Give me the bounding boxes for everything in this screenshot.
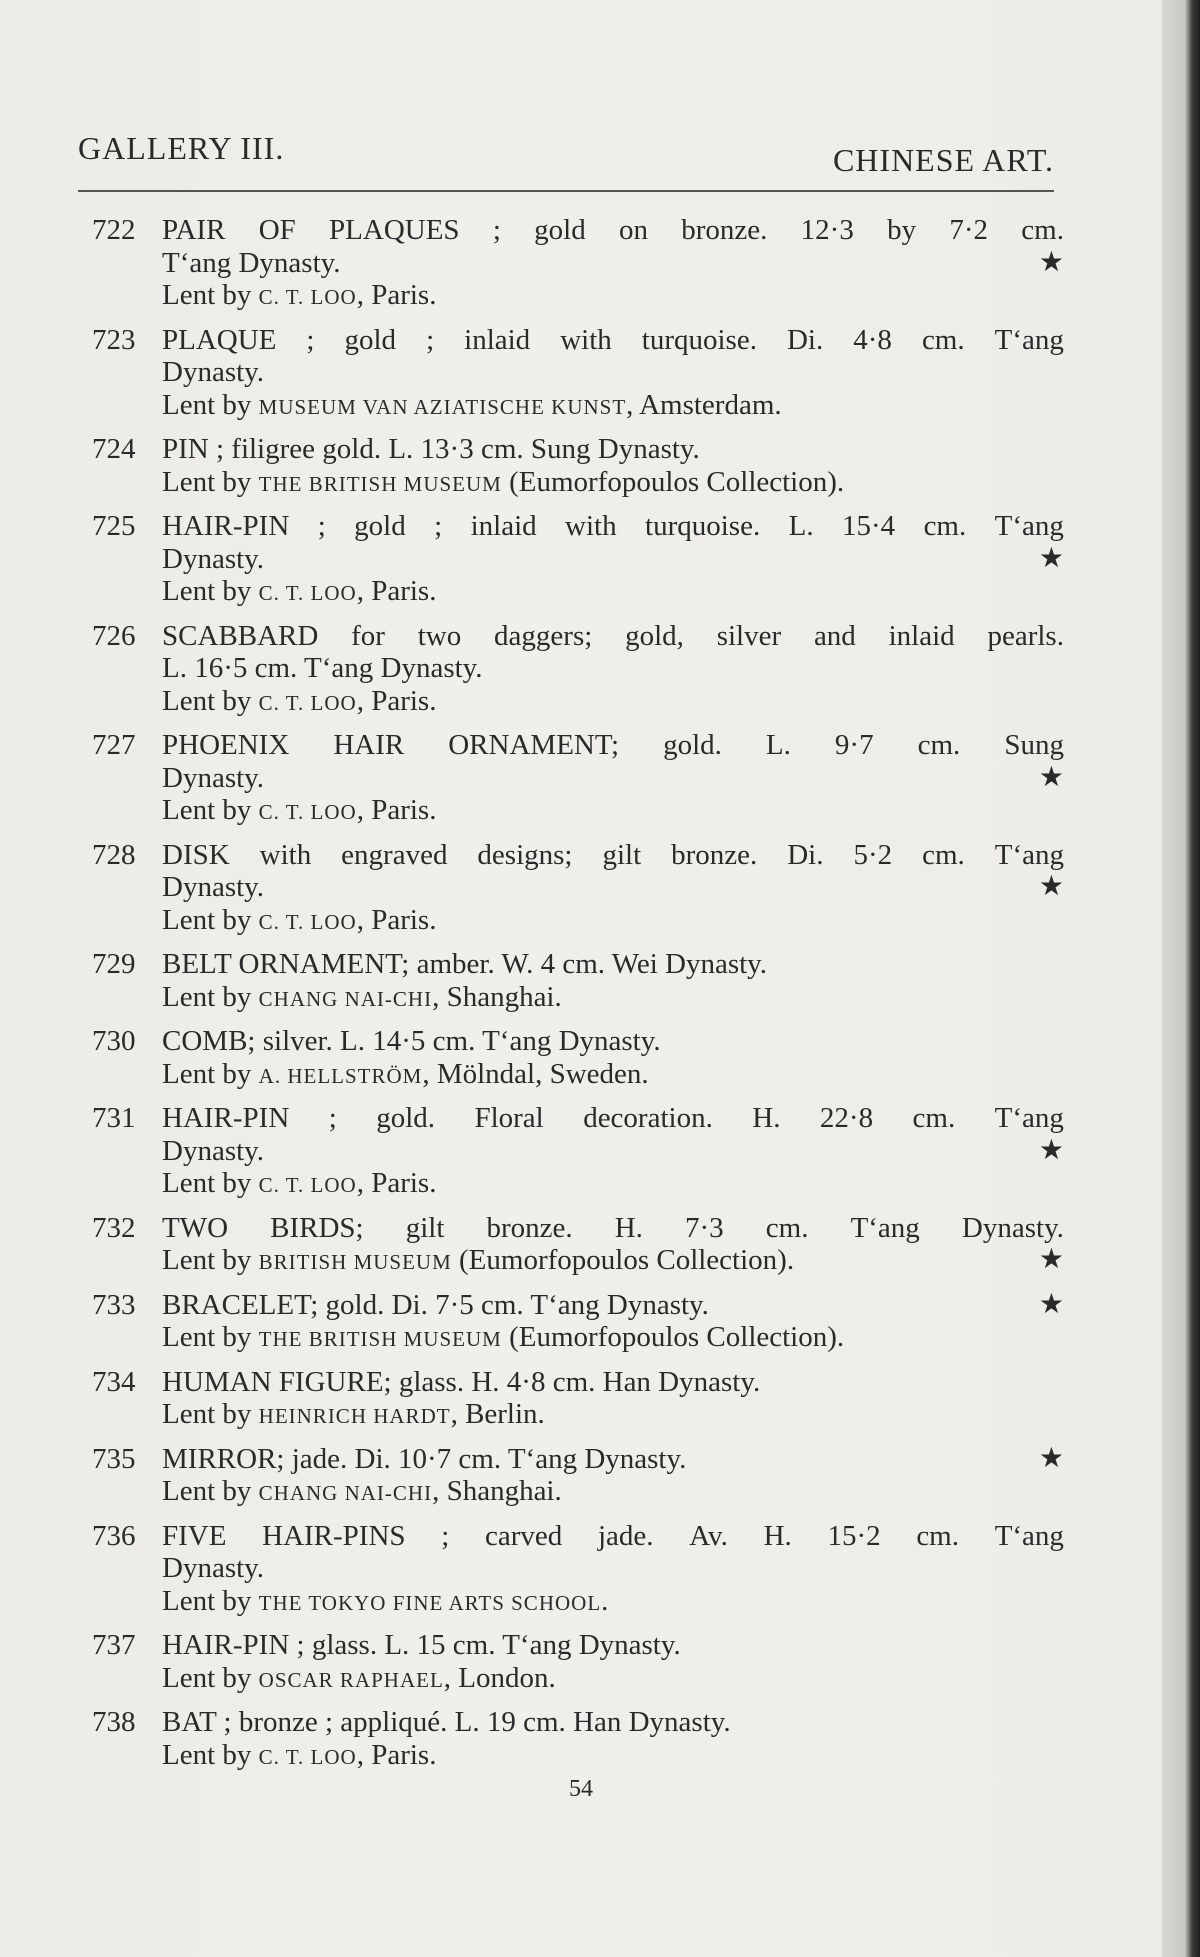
- entry-text: [162, 1025, 1064, 1092]
- entry-text: [162, 1102, 1064, 1202]
- star-icon: ★: [1038, 761, 1064, 793]
- star-icon: ★: [1038, 1244, 1064, 1275]
- title-word: gilt: [405, 1211, 445, 1244]
- title-word: bronze.: [486, 1211, 573, 1244]
- title-word: SCABBARD: [162, 619, 319, 652]
- entry-detail: [162, 1135, 1064, 1168]
- title-word: engraved: [341, 838, 448, 871]
- entry-text: [162, 1289, 1064, 1356]
- title-word: 15·2: [827, 1519, 881, 1552]
- entry-lender-line: [162, 389, 1064, 424]
- entry-detail: [162, 1552, 1064, 1585]
- entry-title: [162, 839, 1064, 872]
- catalogue-entry: [92, 839, 1064, 939]
- entry-detail-text: Dynasty.: [162, 356, 265, 388]
- title-word: cm.: [922, 838, 965, 871]
- entry-lender-line: [162, 1662, 1064, 1697]
- lender-location: , Paris.: [356, 1738, 437, 1771]
- entry-text: [162, 1443, 1064, 1510]
- lent-by-label: Lent by: [162, 980, 252, 1013]
- entry-detail: [162, 762, 1064, 795]
- lent-by-label: Lent by: [162, 388, 252, 421]
- entry-lender-line: [162, 1167, 1064, 1202]
- title-word: Floral: [474, 1102, 544, 1134]
- entry-text: [162, 839, 1064, 939]
- title-word: cm.: [917, 729, 961, 761]
- title-word: Dynasty.: [961, 1211, 1064, 1244]
- lender-location: , Paris.: [356, 575, 437, 607]
- catalogue-entry: [92, 324, 1064, 424]
- entry-number: 727: [92, 729, 136, 761]
- title-word: with: [259, 838, 312, 871]
- entry-lender-line: [162, 1739, 1064, 1774]
- entry-title: PIN ; filigree gold. L. 13·3 cm. Sung Dynasty.: [162, 433, 700, 465]
- catalogue-entry: [92, 729, 1064, 829]
- entry-title: COMB; silver. L. 14·5 cm. T‘ang Dynasty.: [162, 1025, 661, 1057]
- lender-location: , Paris.: [356, 903, 437, 936]
- lender-location: , Mölndal, Sweden.: [422, 1057, 649, 1090]
- catalogue-entry: [92, 510, 1064, 610]
- title-word: silver: [716, 619, 782, 652]
- lender-name: C. T. LOO: [258, 581, 357, 605]
- title-word: 9·7: [834, 729, 874, 761]
- title-word: L.: [788, 510, 814, 542]
- title-word: PLAQUES: [329, 214, 460, 246]
- section-heading: CHINESE ART.: [832, 142, 1054, 178]
- entry-number: 733: [92, 1288, 136, 1321]
- title-word: ;: [306, 323, 315, 356]
- entry-lender-line: [162, 1398, 1064, 1433]
- entry-text: [162, 1366, 1064, 1433]
- catalogue-entry: [92, 948, 1064, 1015]
- entry-title: [162, 1102, 1064, 1135]
- entry-title: [162, 729, 1064, 762]
- entry-number: 736: [92, 1519, 136, 1552]
- lender-name: C. T. LOO: [258, 285, 357, 309]
- lender-name: C. T. LOO: [258, 909, 357, 934]
- title-word: T‘ang: [994, 1519, 1064, 1552]
- title-word: ;: [328, 1102, 337, 1134]
- title-word: 7·3: [685, 1211, 724, 1244]
- entry-title: [162, 324, 1064, 357]
- entry-number: 722: [92, 214, 136, 246]
- lent-by-label: Lent by: [162, 1244, 252, 1276]
- entry-detail: [162, 871, 1064, 904]
- entry-detail-text: Dynasty.: [162, 542, 265, 575]
- lender-location: (Eumorfopoulos Collection).: [501, 1321, 845, 1353]
- catalogue-entry: [92, 1629, 1064, 1696]
- title-word: with: [560, 323, 612, 356]
- catalogue-entry: [92, 1289, 1064, 1356]
- book-edge: [1162, 0, 1200, 1957]
- entry-text: [162, 1212, 1064, 1279]
- title-word: HAIR-PIN: [162, 510, 290, 542]
- title-word: PAIR: [162, 214, 226, 246]
- title-word: cm.: [916, 1519, 959, 1552]
- lender-location: .: [601, 1584, 609, 1617]
- star-icon: ★: [1038, 1288, 1064, 1320]
- title-word: HAIR-PIN: [162, 1102, 290, 1134]
- star-icon: ★: [1038, 542, 1064, 574]
- lender-name: THE BRITISH MUSEUM: [258, 471, 502, 496]
- entry-title: [162, 214, 1064, 247]
- entry-lender-line: [162, 685, 1064, 720]
- entry-title: BAT ; bronze ; appliqué. L. 19 cm. Han Dynasty.: [162, 1706, 731, 1738]
- entry-number: 723: [92, 323, 136, 356]
- entry-text: [162, 510, 1064, 610]
- lent-by-label: Lent by: [162, 684, 252, 717]
- entry-text: [162, 1706, 1064, 1773]
- entry-detail: [162, 247, 1064, 280]
- entry-number: 725: [92, 510, 136, 542]
- entry-title: HUMAN FIGURE; glass. H. 4·8 cm. Han Dynasty.: [162, 1365, 761, 1398]
- lent-by-label: Lent by: [162, 1321, 252, 1353]
- entry-detail-text: Dynasty.: [162, 1552, 265, 1584]
- star-icon: ★: [1038, 246, 1064, 278]
- entry-title: [162, 1520, 1064, 1553]
- title-word: H.: [614, 1211, 643, 1244]
- title-word: decoration.: [583, 1102, 713, 1134]
- title-word: bronze.: [671, 838, 758, 871]
- entry-title: [162, 510, 1064, 543]
- title-word: cm.: [921, 323, 965, 356]
- entry-number: 729: [92, 948, 136, 980]
- entry-detail-text: L. 16·5 cm. T‘ang Dynasty.: [162, 652, 483, 684]
- entry-lender-line: [162, 794, 1064, 829]
- entry-number: 730: [92, 1025, 136, 1057]
- entry-lender-line: [162, 1321, 1064, 1356]
- title-word: gold: [354, 510, 406, 542]
- title-word: on: [618, 214, 648, 246]
- title-word: PHOENIX: [162, 729, 290, 761]
- title-word: ;: [492, 214, 501, 246]
- lender-location: , Paris.: [356, 794, 437, 826]
- star-icon: ★: [1038, 1134, 1064, 1166]
- lender-name: C. T. LOO: [258, 690, 357, 715]
- lender-location: (Eumorfopoulos Collection).: [451, 1244, 795, 1276]
- lent-by-label: Lent by: [162, 1738, 252, 1771]
- header-rule: [78, 190, 1054, 192]
- title-word: pearls.: [987, 619, 1064, 652]
- entry-title: [162, 1212, 1064, 1245]
- catalogue-entry: [92, 214, 1064, 314]
- title-word: gold: [534, 214, 586, 246]
- title-word: by: [887, 214, 917, 246]
- entry-lender-line: [162, 1585, 1064, 1620]
- entry-number: 738: [92, 1706, 136, 1738]
- title-word: PLAQUE: [162, 323, 277, 356]
- lender-location: , London.: [443, 1661, 556, 1694]
- title-word: ;: [441, 1519, 450, 1552]
- lender-name: BRITISH MUSEUM: [258, 1250, 452, 1274]
- title-word: cm.: [765, 1211, 809, 1244]
- title-word: OF: [258, 214, 296, 246]
- title-word: gold.: [376, 1102, 436, 1134]
- title-word: gold,: [625, 619, 684, 652]
- title-word: T‘ang: [850, 1211, 920, 1244]
- title-word: designs;: [477, 838, 573, 871]
- entry-lender-line: [162, 466, 1064, 501]
- title-word: L.: [765, 729, 791, 761]
- title-word: T‘ang: [994, 510, 1064, 542]
- title-word: ORNAMENT;: [448, 729, 620, 761]
- catalogue-entry: [92, 1212, 1064, 1279]
- title-word: H.: [763, 1519, 792, 1552]
- entry-detail-text: Dynasty.: [162, 1134, 265, 1167]
- entry-title: BRACELET; gold. Di. 7·5 cm. T‘ang Dynasty. ★: [162, 1288, 1064, 1321]
- title-word: T‘ang: [994, 1102, 1064, 1134]
- lender-name: C. T. LOO: [258, 1173, 357, 1197]
- title-word: 7·2: [949, 214, 989, 246]
- entry-text: [162, 214, 1064, 314]
- entry-text: [162, 729, 1064, 829]
- title-word: T‘ang: [994, 323, 1064, 356]
- page-number: 54: [569, 1776, 593, 1802]
- lender-name: CHANG NAI-CHI: [258, 1481, 433, 1505]
- title-word: cm.: [923, 510, 967, 542]
- title-word: inlaid: [464, 323, 531, 356]
- title-word: gold.: [663, 729, 722, 761]
- catalogue-entry: [92, 1443, 1064, 1510]
- lender-location: , Paris.: [356, 684, 437, 717]
- lent-by-label: Lent by: [162, 575, 252, 607]
- title-word: turquoise.: [645, 510, 761, 542]
- catalogue-entry: [92, 1025, 1064, 1092]
- lent-by-label: Lent by: [162, 1584, 252, 1617]
- entry-lender-line: [162, 981, 1064, 1016]
- entry-text: [162, 1520, 1064, 1620]
- entry-lender-line: [162, 1475, 1064, 1510]
- lender-name: CHANG NAI-CHI: [258, 986, 433, 1011]
- title-word: 22·8: [819, 1102, 874, 1134]
- title-word: inlaid: [470, 510, 537, 542]
- title-word: carved: [484, 1519, 563, 1552]
- title-word: and: [813, 619, 856, 652]
- lender-name: THE TOKYO FINE ARTS SCHOOL: [258, 1590, 602, 1615]
- catalogue-entry: [92, 1366, 1064, 1433]
- lent-by-label: Lent by: [162, 903, 252, 936]
- title-word: 5·2: [853, 838, 893, 871]
- title-word: inlaid: [888, 619, 955, 652]
- title-word: ;: [317, 510, 326, 542]
- title-word: ;: [426, 323, 435, 356]
- entry-detail-text: T‘ang Dynasty.: [162, 246, 341, 279]
- title-word: TWO: [162, 1211, 229, 1244]
- title-word: turquoise.: [641, 323, 757, 356]
- title-word: Di.: [786, 323, 824, 356]
- title-word: Av.: [689, 1519, 728, 1552]
- lent-by-label: Lent by: [162, 1167, 252, 1199]
- entry-text: [162, 620, 1064, 720]
- lender-name: A. HELLSTRÖM: [258, 1063, 423, 1088]
- lender-name: THE BRITISH MUSEUM: [258, 1327, 502, 1351]
- entry-number: 732: [92, 1211, 136, 1244]
- title-word: two: [417, 619, 462, 652]
- entry-title: MIRROR; jade. Di. 10·7 cm. T‘ang Dynasty. ★: [162, 1442, 1064, 1475]
- entry-lender-line: [162, 575, 1064, 610]
- title-word: 15·4: [841, 510, 896, 542]
- title-word: ;: [434, 510, 443, 542]
- title-word: for: [351, 619, 385, 652]
- lent-by-label: Lent by: [162, 1475, 252, 1507]
- entry-detail: [162, 356, 1064, 389]
- entry-detail: [162, 543, 1064, 576]
- catalogue-entry: [92, 433, 1064, 500]
- entry-title: BELT ORNAMENT; amber. W. 4 cm. Wei Dynasty.: [162, 948, 768, 980]
- gallery-heading: GALLERY III.: [78, 130, 285, 166]
- title-word: 12·3: [800, 214, 854, 246]
- entry-lender-line: [162, 279, 1064, 314]
- lent-by-label: Lent by: [162, 279, 252, 311]
- lender-location: , Shanghai.: [432, 1475, 562, 1507]
- title-word: H.: [752, 1102, 781, 1134]
- entry-lender-line: [162, 1244, 1064, 1279]
- title-word: daggers;: [494, 619, 593, 652]
- catalogue-entry: [92, 620, 1064, 720]
- lent-by-label: Lent by: [162, 1398, 252, 1430]
- lent-by-label: Lent by: [162, 1661, 252, 1694]
- lender-location: (Eumorfopoulos Collection).: [501, 465, 845, 498]
- lender-location: , Shanghai.: [432, 980, 562, 1013]
- catalogue-entry: [92, 1706, 1064, 1773]
- entry-detail-text: Dynasty.: [162, 871, 265, 903]
- title-word: BIRDS;: [270, 1211, 364, 1244]
- title-word: 4·8: [853, 323, 892, 356]
- entry-title: [162, 620, 1064, 653]
- catalogue-entry: [92, 1520, 1064, 1620]
- title-word: gold: [344, 323, 397, 356]
- title-word: HAIR-PINS: [262, 1519, 406, 1552]
- title-word: FIVE: [162, 1519, 227, 1552]
- title-word: DISK: [162, 838, 230, 871]
- entry-number: 724: [92, 433, 136, 465]
- entry-text: [162, 324, 1064, 424]
- lender-location: , Berlin.: [450, 1398, 545, 1430]
- entry-title: HAIR-PIN ; glass. L. 15 cm. T‘ang Dynasty.: [162, 1629, 681, 1661]
- lent-by-label: Lent by: [162, 465, 252, 498]
- title-word: with: [565, 510, 617, 542]
- lender-location: , Paris.: [356, 279, 437, 311]
- catalogue-entries: [92, 214, 1064, 1783]
- entry-number: 728: [92, 838, 136, 871]
- lender-name: C. T. LOO: [258, 800, 357, 824]
- entry-detail: [162, 652, 1064, 685]
- star-icon: ★: [1038, 871, 1064, 902]
- entry-detail-text: Dynasty.: [162, 761, 265, 794]
- title-word: cm.: [1021, 214, 1064, 246]
- entry-number: 726: [92, 619, 136, 652]
- star-icon: ★: [1038, 1442, 1064, 1474]
- title-word: cm.: [912, 1102, 956, 1134]
- entry-number: 735: [92, 1442, 136, 1475]
- entry-number: 731: [92, 1102, 136, 1134]
- lent-by-label: Lent by: [162, 1057, 252, 1090]
- lent-by-label: Lent by: [162, 794, 252, 826]
- lender-name: OSCAR RAPHAEL: [258, 1667, 444, 1692]
- lender-name: HEINRICH HARDT: [258, 1404, 451, 1428]
- title-word: gilt: [602, 838, 642, 871]
- lender-name: C. T. LOO: [258, 1744, 357, 1769]
- entry-number: 737: [92, 1629, 136, 1661]
- entry-lender-line: [162, 1058, 1064, 1093]
- lender-location: , Amsterdam.: [626, 388, 782, 421]
- entry-text: [162, 433, 1064, 500]
- entry-text: [162, 1629, 1064, 1696]
- entry-text: [162, 948, 1064, 1015]
- title-word: bronze.: [681, 214, 768, 246]
- entry-number: 734: [92, 1365, 136, 1398]
- entry-lender-line: [162, 904, 1064, 939]
- title-word: jade.: [597, 1519, 654, 1552]
- lender-name: MUSEUM VAN AZIATISCHE KUNST: [258, 394, 627, 419]
- title-word: Di.: [787, 838, 824, 871]
- title-word: Sung: [1004, 729, 1064, 761]
- title-word: HAIR: [333, 729, 405, 761]
- title-word: T‘ang: [994, 838, 1064, 871]
- catalogue-entry: [92, 1102, 1064, 1202]
- lender-location: , Paris.: [356, 1167, 437, 1199]
